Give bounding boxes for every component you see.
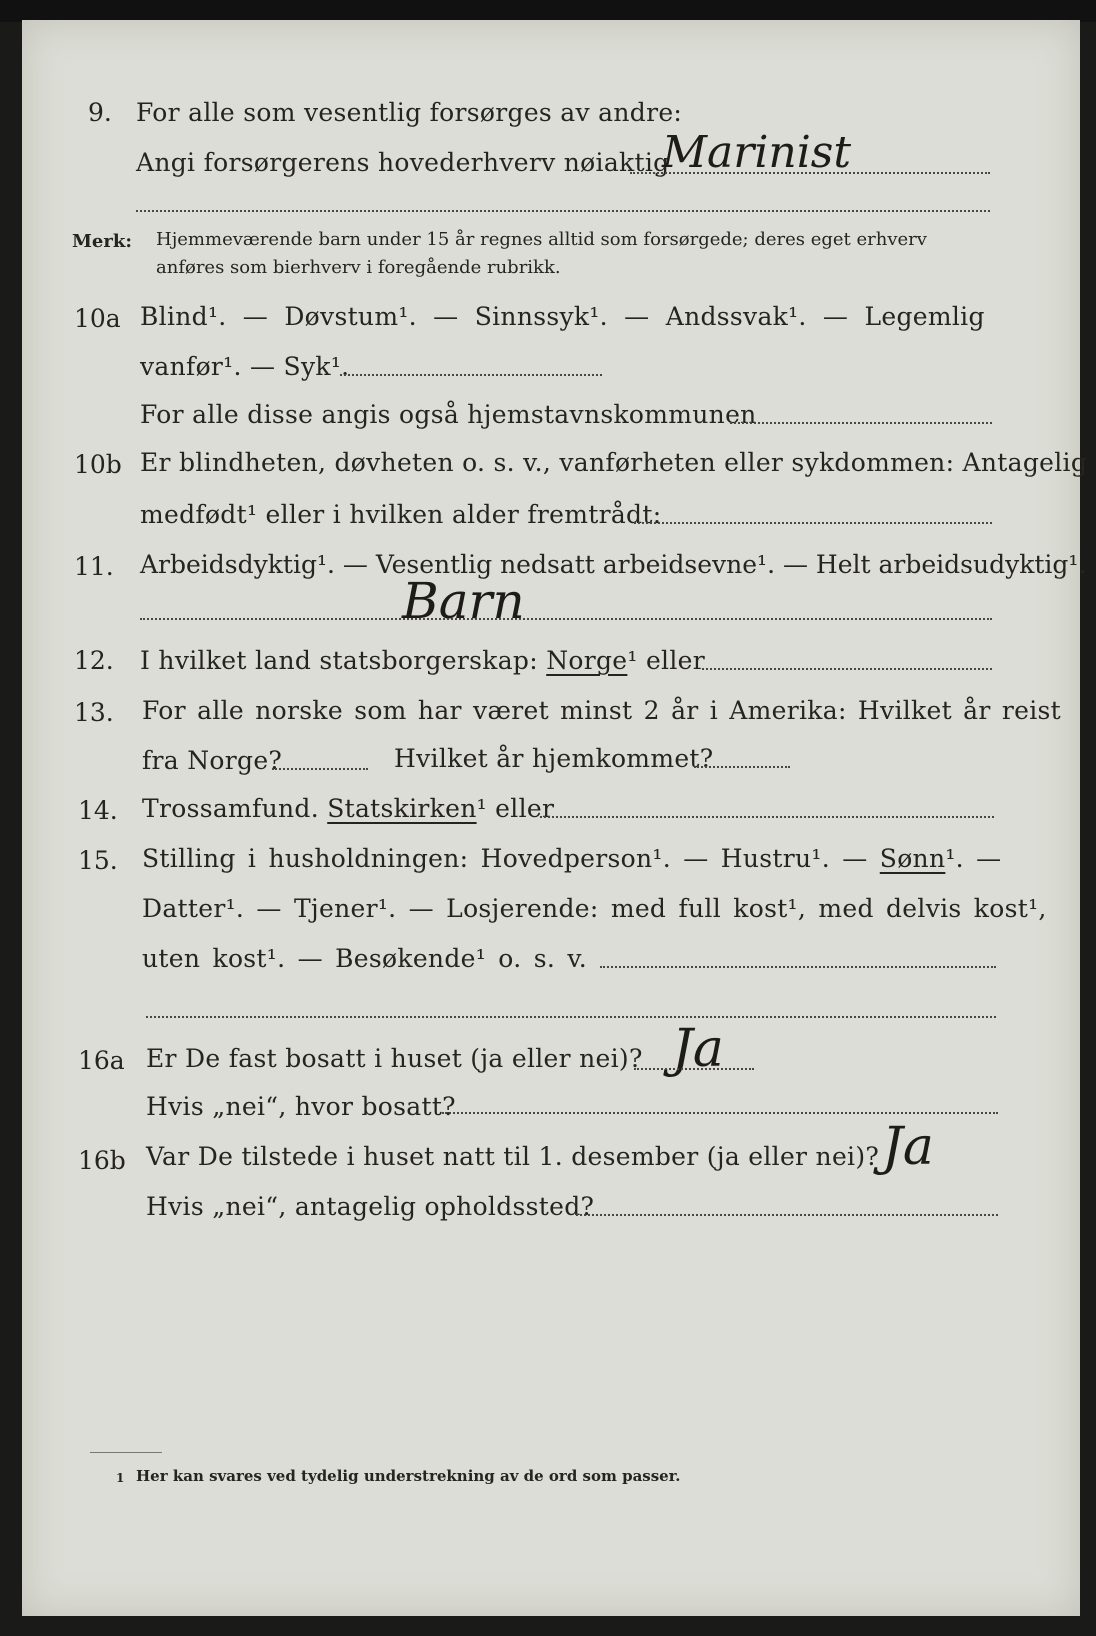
q11-number: 11. [74,552,114,581]
q10a-number: 10a [74,304,121,333]
q15-number: 15. [78,846,118,875]
q16a-line1: Er De fast bosatt i huset (ja eller nei)? [146,1044,643,1073]
q9-line2: Angi forsørgerens hovederhverv nøiaktig [136,148,670,177]
q13-hjemkommet-field[interactable] [694,766,790,768]
merk-label: Merk: [72,231,132,252]
q13-line2b: Hvilket år hjemkommet? [394,744,714,773]
q12-other-field[interactable] [702,668,992,670]
q14-suffix: ¹ eller [476,794,555,823]
q10a-line1: Blind¹. — Døvstum¹. — Sinnssyk¹. — Andssvak¹. — Legemlig [140,302,985,331]
q10a-hjemstavn-field[interactable] [730,422,992,424]
q16b-line1: Var De tilstede i huset natt til 1. desember (ja eller nei)? [146,1142,880,1171]
q13-line1: For alle norske som har været minst 2 år i Amerika: Hvilket år reist [142,696,1062,725]
q12-prefix: I hvilket land statsborgerskap: [140,646,538,675]
q16b-opholdssted-field[interactable] [576,1214,998,1216]
q16b-line2: Hvis „nei“, antagelig opholdssted? [146,1192,595,1221]
q16b-number: 16b [78,1146,126,1175]
q14-underlined-statskirken[interactable]: Statskirken [327,794,477,823]
q10b-line2: medfødt¹ eller i hvilken alder fremtrådt: [140,500,662,529]
q12-suffix: ¹ eller [627,646,705,675]
q9-extra-line [136,210,990,212]
q10a-line2: vanfør¹. — Syk¹. [140,352,350,381]
q16a-handwritten-answer: Ja [672,1019,724,1079]
q16a-answer-field[interactable] [634,1068,754,1070]
q15-line2: Datter¹. — Tjener¹. — Losjerende: med full kost¹, med delvis kost¹, [142,894,1047,923]
q16b-handwritten-answer: Ja [882,1117,934,1177]
q11-answer-field[interactable] [140,618,992,620]
q9-handwritten-answer: Marinist [662,127,852,178]
q16a-line2: Hvis „nei“, hvor bosatt? [146,1092,456,1121]
q12-line [140,646,705,676]
q12-number: 12. [74,646,114,675]
q10a-syk-field[interactable] [340,374,602,376]
q14-prefix: Trossamfund. [142,794,319,823]
footnote-text: Her kan svares ved tydelig understrekning av de ord som passer. [136,1467,681,1485]
q11-handwritten-answer: Barn [402,572,525,630]
q15-line1 [142,844,1001,874]
q15-line3: uten kost¹. — Besøkende¹ o. s. v. [142,944,588,973]
q15-line1a: Stilling i husholdningen: Hovedperson¹. — Hustru¹. — [142,844,868,873]
q9-number: 9. [88,98,112,127]
q14-other-field[interactable] [540,816,994,818]
q15-line1b: ¹. — [945,844,1002,873]
q10a-line3: For alle disse angis også hjemstavnskommunen [140,400,757,429]
scan-top-edge [0,0,1096,22]
footnote-mark: 1 [116,1471,125,1485]
q14-line [142,794,554,824]
q13-line2a: fra Norge? [142,746,283,775]
q16a-number: 16a [78,1046,125,1075]
q15-other-field[interactable] [600,966,996,968]
q15-underlined-sonn[interactable]: Sønn [879,844,946,873]
q15-extra-line [146,1016,996,1018]
q10b-line1: Er blindheten, døvheten o. s. v., vanførheten eller sykdommen: Antagelig [140,448,1088,477]
merk-line2: anføres som bierhverv i foregående rubrikk. [156,257,561,278]
census-form-page [22,20,1088,1616]
q14-number: 14. [78,796,118,825]
q9-line1: For alle som vesentlig forsørges av andre: [136,98,683,127]
merk-line1: Hjemmeværende barn under 15 år regnes alltid som forsørgede; deres eget erhverv [156,229,927,250]
footnote-rule [90,1452,162,1453]
q11-line1: Arbeidsdyktig¹. — Vesentlig nedsatt arbeidsevne¹. — Helt arbeidsudyktig¹. [140,550,1087,579]
q13-reist-field[interactable] [272,768,368,770]
q10b-number: 10b [74,450,122,479]
q16a-bosatt-field[interactable] [442,1112,998,1114]
q10b-answer-field[interactable] [634,522,992,524]
q12-underlined-norge[interactable]: Norge [546,646,628,675]
q13-number: 13. [74,698,114,727]
